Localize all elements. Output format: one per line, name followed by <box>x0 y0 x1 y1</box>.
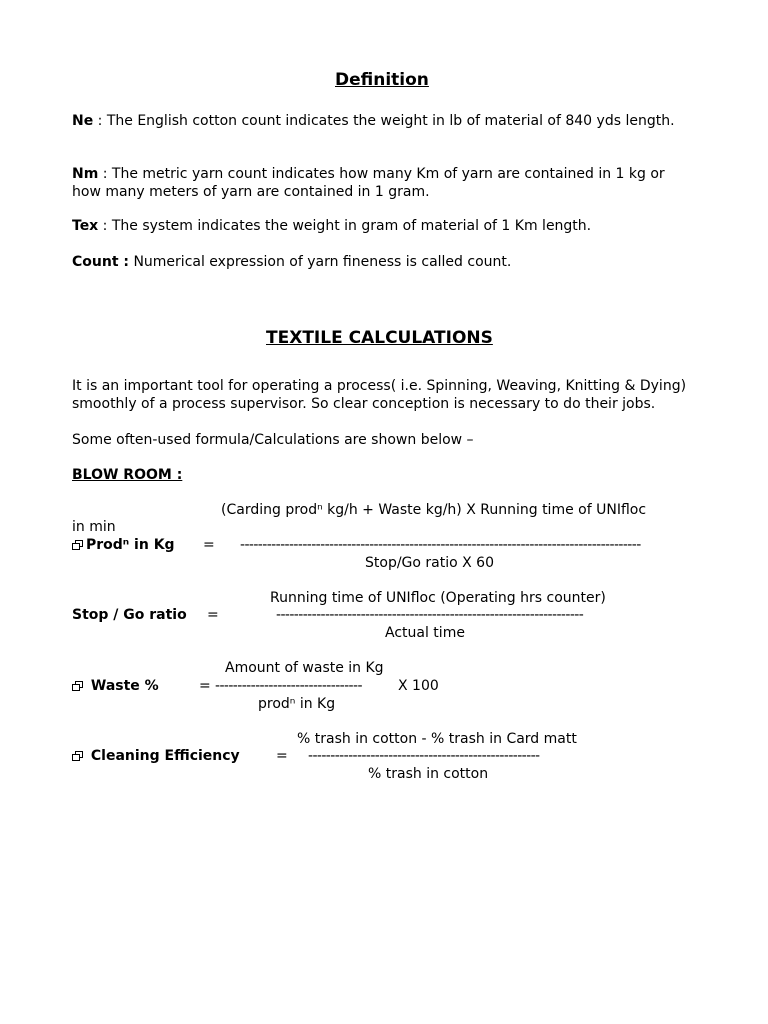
definition-count-text: Numerical expression of yarn fineness is called count. <box>129 254 512 270</box>
prod-label-text: Prodⁿ in Kg <box>86 537 175 553</box>
term-ne: Ne <box>72 113 94 129</box>
stop-go-label: Stop / Go ratio <box>72 607 187 623</box>
definition-ne-text: : The English cotton count indicates the weight in lb of material of 840 yds length. <box>93 113 675 129</box>
textile-heading: TEXTILE CALCULATIONS <box>266 328 493 348</box>
cleaning-label <box>72 748 240 765</box>
bullet-windows-icon <box>72 681 83 691</box>
definition-count <box>72 254 692 272</box>
prod-fraction-line: ------------------------------------------------------------------------------------------ <box>240 537 641 553</box>
definition-heading: Definition <box>335 70 429 90</box>
stop-go-denominator: Actual time <box>385 625 465 641</box>
bullet-windows-icon <box>72 751 83 761</box>
definition-ne <box>72 113 692 131</box>
definition-tex-text: : The system indicates the weight in gram of material of 1 Km length. <box>98 218 592 234</box>
stop-go-equals: = <box>207 607 219 623</box>
waste-label-text: Waste % <box>90 678 159 694</box>
waste-denominator: prodⁿ in Kg <box>258 696 336 712</box>
definition-nm-text: : The metric yarn count indicates how many Km of yarn are contained in 1 kg or how many meters of yarn are contained in 1 gram. <box>72 166 665 200</box>
prod-label <box>72 537 175 554</box>
prod-equals: = <box>203 537 215 553</box>
waste-multiplier: X 100 <box>398 678 439 694</box>
cleaning-denominator: % trash in cotton <box>368 766 489 782</box>
stop-go-fraction-line: --------------------------------------------------------------------- <box>276 607 584 623</box>
prod-numerator-cont: in min <box>72 519 116 535</box>
cleaning-fraction-line: ---------------------------------------------------- <box>308 748 540 764</box>
waste-equals: = <box>199 678 211 694</box>
cleaning-equals: = <box>276 748 288 764</box>
prod-denominator: Stop/Go ratio X 60 <box>365 555 494 571</box>
definition-nm <box>72 166 692 201</box>
waste-numerator: Amount of waste in Kg <box>225 660 384 676</box>
blow-room-heading: BLOW ROOM : <box>72 467 183 483</box>
term-nm: Nm <box>72 166 99 182</box>
waste-label <box>72 678 159 695</box>
bullet-windows-icon <box>72 540 83 550</box>
waste-fraction-line: --------------------------------- <box>215 678 362 694</box>
prod-numerator: (Carding prodⁿ kg/h + Waste kg/h) X Running time of UNIfloc <box>221 502 647 518</box>
textile-intro-2: Some often-used formula/Calculations are shown below – <box>72 432 474 448</box>
term-count: Count : <box>72 254 129 270</box>
textile-intro: It is an important tool for operating a process( i.e. Spinning, Weaving, Knitting & Dying) smoothly of a process supervisor. So clear conception is necessary to do their jobs. <box>72 378 687 412</box>
cleaning-numerator: % trash in cotton - % trash in Card matt <box>297 731 577 747</box>
stop-go-numerator: Running time of UNIfloc (Operating hrs counter) <box>270 590 606 606</box>
term-tex: Tex <box>72 218 99 234</box>
cleaning-label-text: Cleaning Efficiency <box>90 748 240 764</box>
definition-tex <box>72 218 692 236</box>
